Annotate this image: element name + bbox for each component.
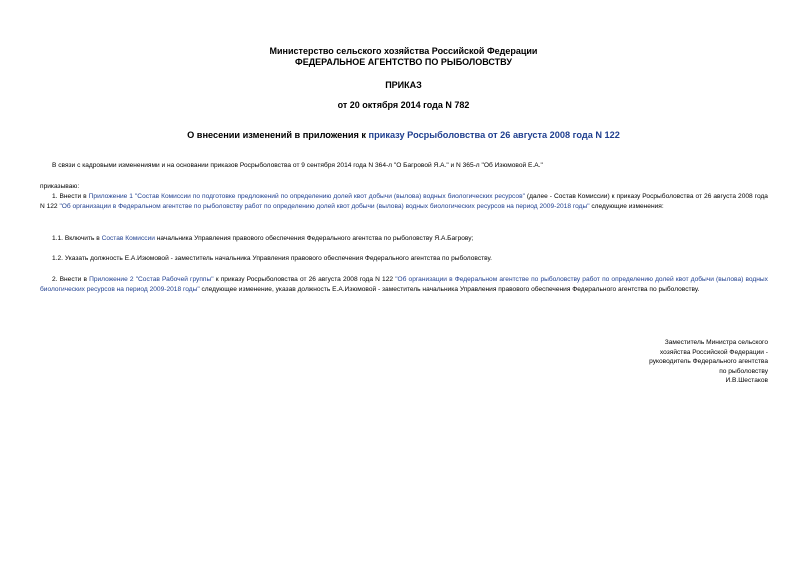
signature-block (548, 338, 768, 386)
signature-line-4: по рыболовству (719, 367, 768, 375)
p11-pre: 1.1. Включить в (52, 235, 102, 242)
p2-pre: 2. Внести в (52, 276, 90, 283)
ministry-heading: Министерство сельского хозяйства Российской Федерации (269, 46, 538, 56)
title-prefix: О внесении изменений в приложения к (187, 130, 369, 140)
p1-mid: (далее - Состав Комиссии) к приказу Росрыболовства от 26 августа 2008 года N 122 (40, 193, 768, 210)
p11-post: начальника Управления правового обеспечения Федерального агентства по рыболовству Я.А.Багрову; (154, 235, 474, 242)
p1-link-appendix-1[interactable]: Приложение 1 "Состав Комиссии по подготовке предложений по определению долей квот добычи (вылова) водных биологических ресурсов" (88, 193, 525, 200)
paragraph-1-1 (52, 234, 473, 244)
p1-pre: 1. Внести в (52, 193, 89, 200)
signature-line-3: руководитель Федерального агентства (649, 358, 768, 366)
agency-heading: ФЕДЕРАЛЬНОЕ АГЕНТСТВО ПО РЫБОЛОВСТВУ (295, 57, 512, 67)
p2-mid: к приказу Росрыболовства от 26 августа 2008 года N 122 (213, 276, 396, 283)
p2-post: следующее изменение, указав должность Е.А.Изюмовой - заместитель начальника Управления правового обеспечения Федерального агентства по рыболовству. (199, 285, 700, 293)
signature-name: И.В.Шестаков (725, 377, 768, 385)
intro-paragraph: В связи с кадровыми изменениями и на основании приказов Росрыболовства от 9 сентября 2014 года N 364-л "О Багровой Я.А." и N 365-л "Об Изюмовой Е.А." (52, 162, 543, 169)
title-link-order-122[interactable]: приказу Росрыболовства от 26 августа 2008 года N 122 (368, 130, 620, 140)
paragraph-2 (40, 275, 768, 294)
p11-link-commission[interactable]: Состав Комиссии (101, 235, 155, 242)
doc-date-heading: от 20 октября 2014 года N 782 (337, 100, 470, 110)
signature-line-2: хозяйства Российской Федерации - (659, 348, 768, 356)
p1-link-order-title[interactable]: "Об организации в Федеральном агентстве по рыболовству работ по определению долей квот добычи (вылова) водных биологических ресурсов на период 2009-2018 годы" (59, 202, 590, 210)
document-title (0, 130, 807, 140)
p2-link-order-title[interactable]: "Об организации в Федеральном агентстве по рыболовству работ по определению долей квот добычи (вылова) водных биологических ресурсов на период 2009-2018 годы" (40, 276, 768, 293)
order-word: приказываю: (40, 183, 80, 190)
doc-type-heading: ПРИКАЗ (385, 80, 422, 90)
p1-post: следующие изменения: (589, 202, 664, 210)
p2-link-appendix-2[interactable]: Приложение 2 "Состав Рабочей группы" (89, 276, 214, 283)
paragraph-1 (40, 192, 768, 211)
signature-line-1: Заместитель Министра сельского (664, 339, 768, 346)
paragraph-1-2: 1.2. Указать должность Е.А.Изюмовой - заместитель начальника Управления правового обеспечения Федерального агентства по рыболовству. (52, 255, 492, 262)
